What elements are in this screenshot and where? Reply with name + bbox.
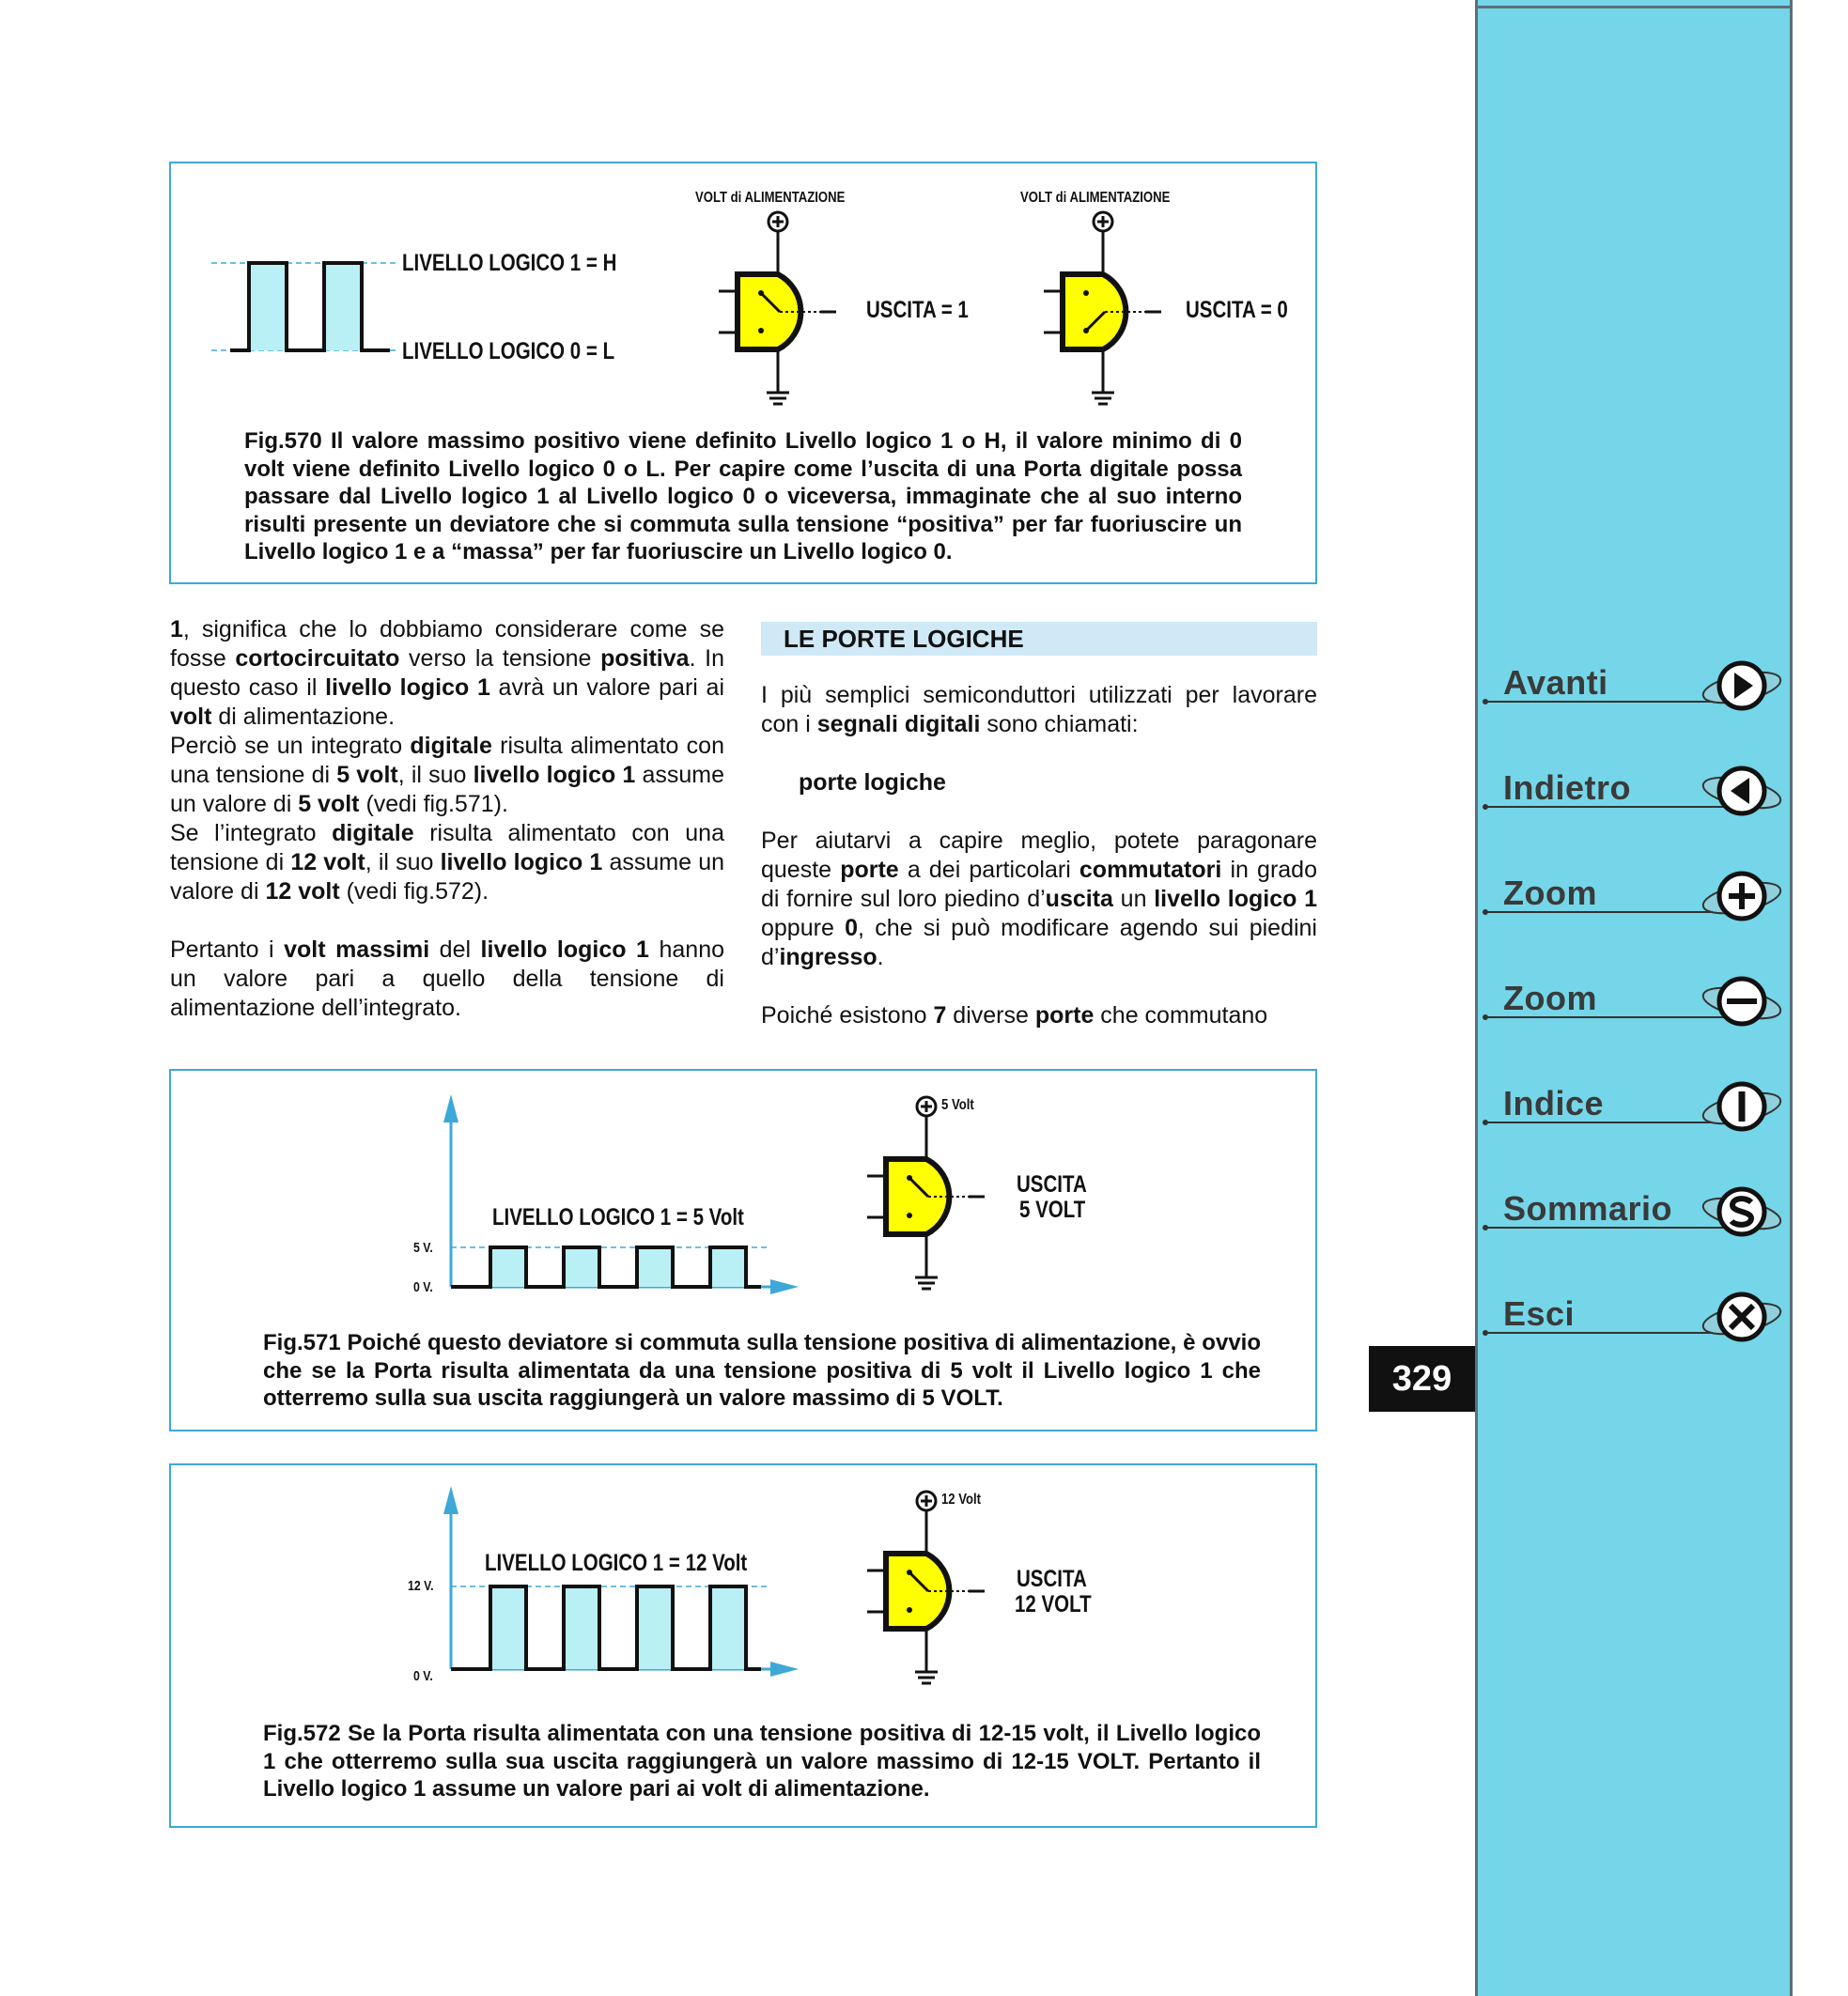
fig570-output-0: USCITA = 0	[1186, 297, 1288, 323]
right-paragraph-1: I più semplici semiconduttori utilizzati per lavorare con i segnali digitali sono chiamati:	[761, 682, 1317, 737]
fig572-output-line2: 12 VOLT	[1015, 1591, 1092, 1617]
summary-s-icon	[1699, 1185, 1785, 1238]
nav-back-button[interactable]	[1483, 763, 1783, 819]
fig570-waveform	[211, 249, 399, 362]
fig571-supply-label: 5 Volt	[941, 1097, 974, 1113]
nav-index-button[interactable]	[1483, 1078, 1783, 1135]
fig571-level-label: LIVELLO LOGICO 1 = 5 Volt	[492, 1204, 744, 1230]
section-heading: LE PORTE LOGICHE	[761, 622, 1317, 656]
fig570-output-1: USCITA = 1	[866, 297, 969, 323]
plus-icon	[1699, 870, 1785, 922]
left-paragraph-4: Pertanto i volt massimi del livello logico 1 hanno un valore pari a quello della tensione di alimentazione dell’integrato.	[170, 936, 725, 1021]
fig572-supply-label: 12 Volt	[941, 1492, 982, 1508]
fig571-output-line2: 5 VOLT	[1019, 1197, 1086, 1223]
nav-zoom-out-button[interactable]	[1483, 973, 1783, 1029]
nav-summary-button[interactable]	[1483, 1184, 1783, 1240]
left-column-text	[170, 615, 724, 1023]
nav-next-button[interactable]	[1483, 658, 1783, 714]
fig572-y-low: 0 V.	[413, 1668, 433, 1684]
left-paragraph-2: Perciò se un integrato digitale risulta alimentato con una tensione di 5 volt, il suo livello logico 1 assume un valore di 5 volt (vedi fig.571).	[170, 733, 725, 817]
fig571-y-high: 5 V.	[413, 1240, 433, 1256]
sidebar-right-border	[1790, 0, 1793, 1996]
sidebar-top-border	[1475, 6, 1793, 8]
fig571-waveform	[432, 1094, 799, 1301]
fig570-level-high: LIVELLO LOGICO 1 = H	[402, 250, 617, 276]
right-term: porte logiche	[799, 769, 946, 796]
fig572-waveform	[432, 1486, 799, 1683]
fig572-y-high: 12 V.	[408, 1578, 434, 1594]
fig571-caption: Fig.571 Poiché questo deviatore si commuta sulla tensione positiva di alimentazione, è ovvio che se la Porta risulta alimentata da una tensione positiva di 5 volt il Livello logico 1 che otterremo sulla sua uscita raggiungerà un valore massimo di 5 VOLT.	[263, 1330, 1261, 1411]
left-paragraph-1: 1, significa che lo dobbiamo considerare come se fosse cortocircuitato verso la tensione positiva. In questo caso il livello logico 1 avrà un valore pari ai volt di alimentazione.	[170, 616, 724, 730]
fig572-caption: Fig.572 Se la Porta risulta alimentata con una tensione positiva di 12-15 volt, il Livello logico 1 che otterremo sulla sua uscita raggiungerà un valore massimo di 12-15 VOLT. Pertanto il Livello logico 1 assume un valore pari ai volt di alimentazione.	[263, 1721, 1261, 1802]
fig572-gate	[862, 1488, 985, 1694]
play-left-icon	[1699, 765, 1785, 817]
nav-index-label: Indice	[1503, 1084, 1605, 1122]
fig571-y-low: 0 V.	[413, 1279, 433, 1295]
fig570-level-low: LIVELLO LOGICO 0 = L	[402, 338, 615, 364]
fig571-output-line1: USCITA	[1017, 1171, 1087, 1198]
nav-back-label: Indietro	[1503, 768, 1631, 807]
minus-icon	[1699, 975, 1785, 1028]
fig570-caption: Fig.570 Il valore massimo positivo viene definito Livello logico 1 o H, il valore minimo di 0 volt viene definito Livello logico 0 o L. Per capire come l’uscita di una Porta digitale possa passare dal Livello logico 1 al Livello logico 0 o viceversa, immaginate che al suo interno risulti presente un deviatore che si commuta sulla tensione “positiva” per far fuoriuscire un Livello logico 1 e a “massa” per far fuoriuscire un Livello logico 0.	[244, 428, 1242, 565]
right-column-text	[761, 681, 1317, 1030]
fig570-volt-label-1: VOLT di ALIMENTAZIONE	[695, 190, 846, 206]
right-paragraph-2: Per aiutarvi a capire meglio, potete paragonare queste porte a dei particolari commutatori in grado di fornire sul loro piedino d’uscita un livello logico 1 oppure 0, che si può modificare agendo sui piedini d’ingresso.	[761, 828, 1318, 970]
nav-next-label: Avanti	[1503, 663, 1608, 702]
close-x-icon	[1699, 1291, 1785, 1343]
fig570-volt-label-2: VOLT di ALIMENTAZIONE	[1020, 190, 1171, 206]
index-i-icon	[1699, 1080, 1785, 1133]
nav-zoom-out-label: Zoom	[1503, 979, 1597, 1017]
fig570-gate-1	[714, 209, 836, 415]
fig570-gate-2	[1039, 209, 1161, 415]
fig572-level-label: LIVELLO LOGICO 1 = 12 Volt	[485, 1550, 748, 1576]
page-number: 329	[1369, 1346, 1475, 1412]
nav-zoom-in-button[interactable]	[1483, 868, 1783, 924]
fig572-output-line1: USCITA	[1017, 1566, 1087, 1592]
right-paragraph-3: Poiché esistono 7 diverse porte che commutano	[761, 1002, 1268, 1029]
nav-exit-label: Esci	[1503, 1294, 1576, 1333]
play-right-icon	[1699, 659, 1785, 712]
nav-summary-label: Sommario	[1503, 1189, 1673, 1228]
left-paragraph-3: Se l’integrato digitale risulta alimentato con una tensione di 12 volt, il suo livello logico 1 assume un valore di 12 volt (vedi fig.572).	[170, 820, 725, 905]
fig571-gate	[862, 1093, 985, 1300]
nav-exit-button[interactable]	[1483, 1289, 1783, 1345]
nav-zoom-in-label: Zoom	[1503, 874, 1597, 912]
